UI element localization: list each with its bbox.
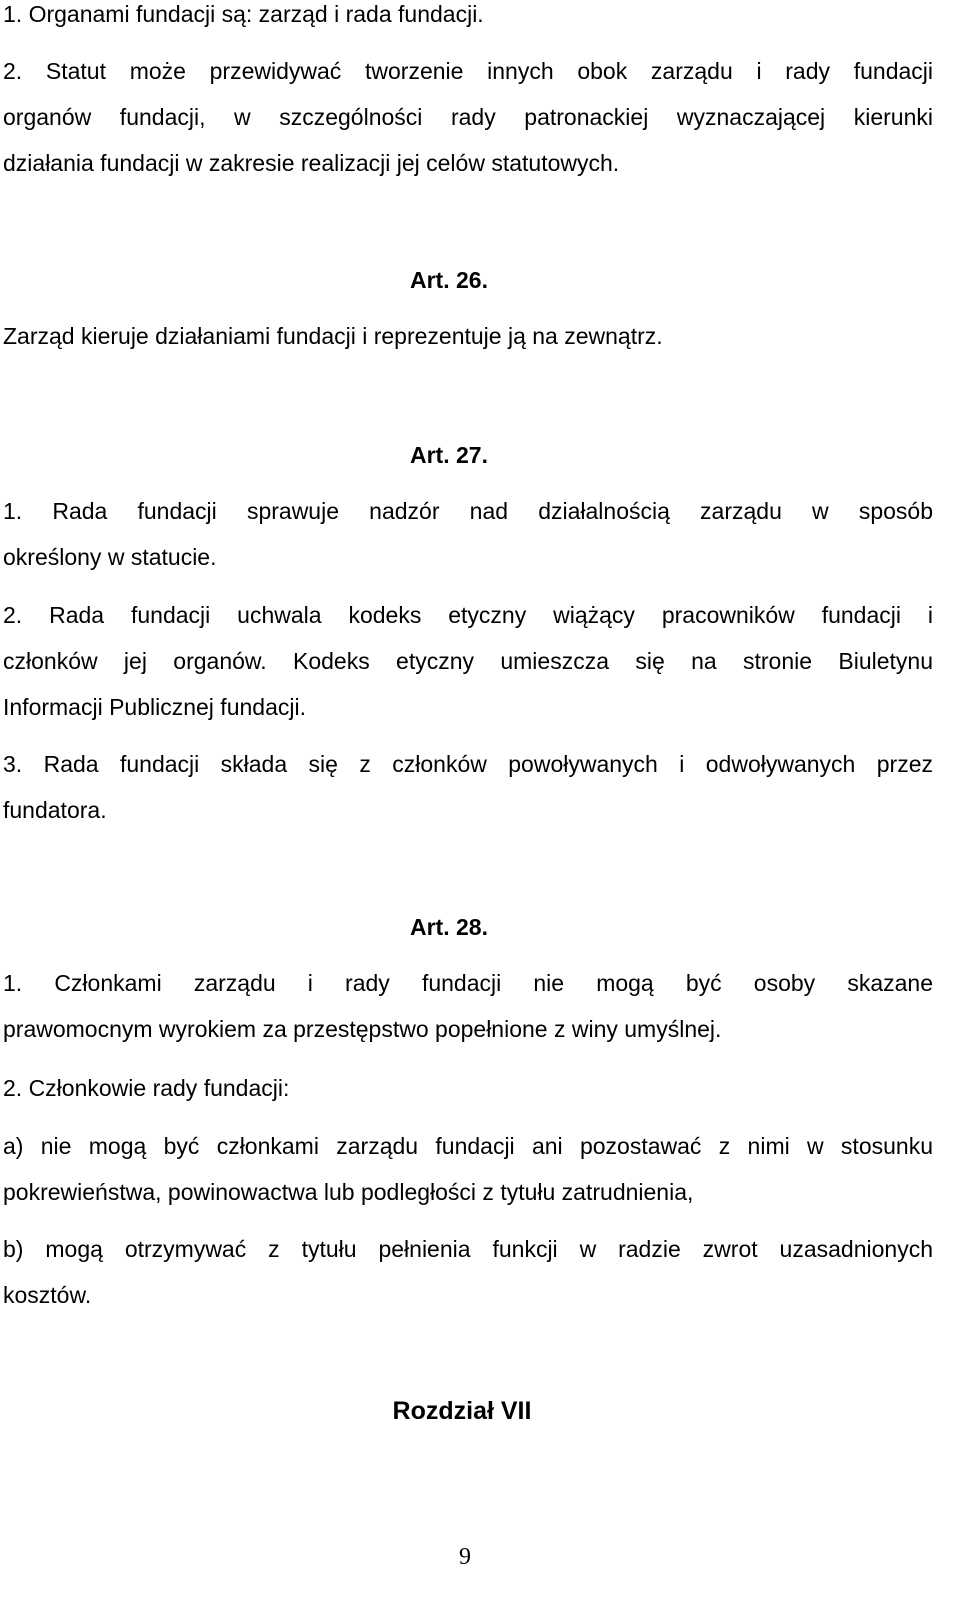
paragraph-line: organów fundacji, w szczególności rady patronackiej wyznaczającej kierunki: [3, 104, 933, 130]
article-heading-27: Art. 27.: [410, 442, 488, 468]
paragraph-line: a) nie mogą być członkami zarządu fundacji ani pozostawać z nimi w stosunku: [3, 1133, 933, 1159]
paragraph-line: b) mogą otrzymywać z tytułu pełnienia funkcji w radzie zwrot uzasadnionych: [3, 1236, 933, 1262]
paragraph-line: 2. Statut może przewidywać tworzenie innych obok zarządu i rady fundacji: [3, 58, 933, 84]
paragraph-line: 1. Rada fundacji sprawuje nadzór nad działalnością zarządu w sposób: [3, 498, 933, 524]
paragraph-line: pokrewieństwa, powinowactwa lub podległości z tytułu zatrudnienia,: [3, 1179, 694, 1205]
chapter-heading: Rozdział VII: [392, 1397, 532, 1425]
paragraph-line: 3. Rada fundacji składa się z członków powoływanych i odwoływanych przez: [3, 751, 933, 777]
paragraph-line: fundatora.: [3, 797, 107, 823]
paragraph-line: 2. Członkowie rady fundacji:: [3, 1075, 290, 1101]
paragraph-line: kosztów.: [3, 1282, 92, 1308]
article-heading-26: Art. 26.: [410, 267, 488, 293]
paragraph-line: Zarząd kieruje działaniami fundacji i reprezentuje ją na zewnątrz.: [3, 323, 663, 349]
paragraph-line: 2. Rada fundacji uchwala kodeks etyczny wiążący pracowników fundacji i: [3, 602, 933, 628]
paragraph-line: działania fundacji w zakresie realizacji jej celów statutowych.: [3, 150, 620, 176]
paragraph-line: 1. Organami fundacji są: zarząd i rada fundacji.: [3, 1, 484, 27]
article-heading-28: Art. 28.: [410, 914, 488, 940]
paragraph-line: Informacji Publicznej fundacji.: [3, 694, 306, 720]
paragraph-line: członków jej organów. Kodeks etyczny umieszcza się na stronie Biuletynu: [3, 648, 933, 674]
page-number: 9: [459, 1544, 471, 1570]
paragraph-line: prawomocnym wyrokiem za przestępstwo popełnione z winy umyślnej.: [3, 1016, 722, 1042]
paragraph-line: określony w statucie.: [3, 544, 217, 570]
paragraph-line: 1. Członkami zarządu i rady fundacji nie mogą być osoby skazane: [3, 970, 933, 996]
